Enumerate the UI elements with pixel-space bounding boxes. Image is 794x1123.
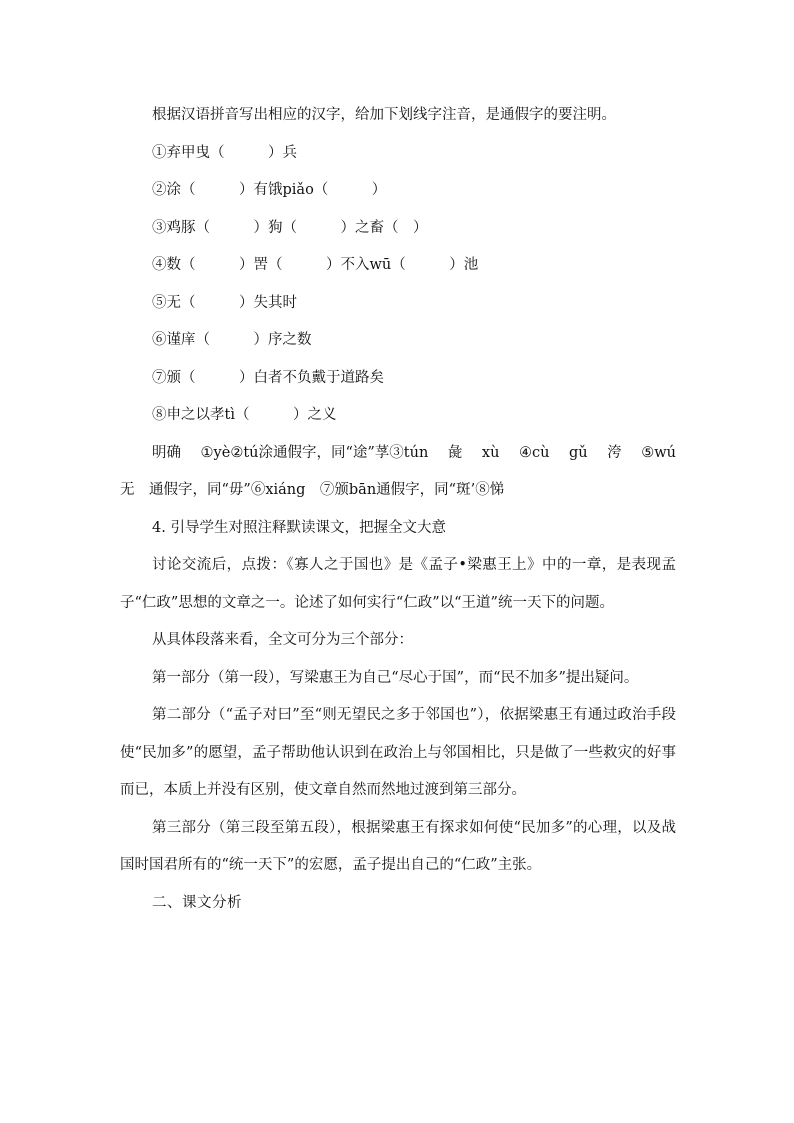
exercise-item-3: ③鸡豚（ ）狗（ ）之畜（ ） bbox=[152, 219, 428, 236]
answer-segment: ④cù bbox=[518, 444, 550, 461]
instruction-line: 根据汉语拼音写出相应的汉字，给加下划线字注音，是通假字的要注明。 bbox=[152, 107, 616, 123]
answer-segment: gǔ bbox=[569, 444, 588, 461]
answer-label: 明确 bbox=[152, 444, 181, 461]
structure-paragraph: 从具体段落来看，全文可分为三个部分： bbox=[152, 632, 413, 648]
section-2-heading: 二、课文分析 bbox=[152, 894, 242, 911]
answer-line-1 bbox=[120, 435, 676, 473]
document-body bbox=[120, 97, 676, 922]
answer-segment: ⑤wú bbox=[641, 444, 676, 461]
exercise-item-5: ⑤无（ ）失其时 bbox=[152, 294, 297, 311]
discussion-paragraph: 讨论交流后，点拨：《寡人之于国也》是《孟子•梁惠王上》中的一章，是表现孟子“仁政”思想的文章之一。论述了如何实行“仁政”以“王道”统一天下的问题。 bbox=[120, 557, 676, 611]
answer-segment: 洿 bbox=[607, 444, 622, 461]
exercise-item-4: ④数（ ）罟（ ）不入wū（ ）池 bbox=[152, 257, 479, 273]
answer-segment: 彘 bbox=[447, 444, 463, 461]
exercise-item-6: ⑥谨庠（ ）序之数 bbox=[152, 332, 312, 348]
part-2-paragraph: 第二部分（“孟子对曰”至“则无望民之多于邻国也”），依据梁惠王有通过政治手段使“民加多”的愿望，孟子帮助他认识到在政治上与邻国相比，只是做了一些救灾的好事而已，本质上并没有区别，使文章自然而然地过渡到第三部分。 bbox=[120, 707, 676, 798]
part-1-paragraph: 第一部分（第一段），写梁惠王为自己“尽心于国”，而“民不加多”提出疑问。 bbox=[152, 669, 639, 686]
exercise-item-1: ①弃甲曳（ ）兵 bbox=[152, 144, 297, 161]
exercise-item-7: ⑦颁（ ）白者不负戴于道路矣 bbox=[152, 369, 384, 386]
answer-line-2: 无 通假字，同“毋”⑥xiáng ⑦颁bān通假字，同“斑’⑧悌 bbox=[120, 482, 505, 498]
part-3-paragraph: 第三部分（第三段至第五段），根据梁惠王有探求如何使“民加多”的心理，以及战国时国君所有的“统一天下”的宏愿，孟子提出自己的“仁政”主张。 bbox=[120, 819, 676, 873]
answer-segment: xù bbox=[481, 444, 500, 461]
exercise-item-8: ⑧申之以孝tì（ ）之义 bbox=[152, 407, 337, 423]
answer-segment: ①yè②tú涂通假字，同“途”莩③tún bbox=[200, 444, 429, 461]
exercise-item-2: ②涂（ ）有饿piǎo（ ） bbox=[152, 182, 387, 198]
step-4-heading: 4. 引导学生对照注释默读课文，把握全文大意 bbox=[152, 519, 446, 536]
